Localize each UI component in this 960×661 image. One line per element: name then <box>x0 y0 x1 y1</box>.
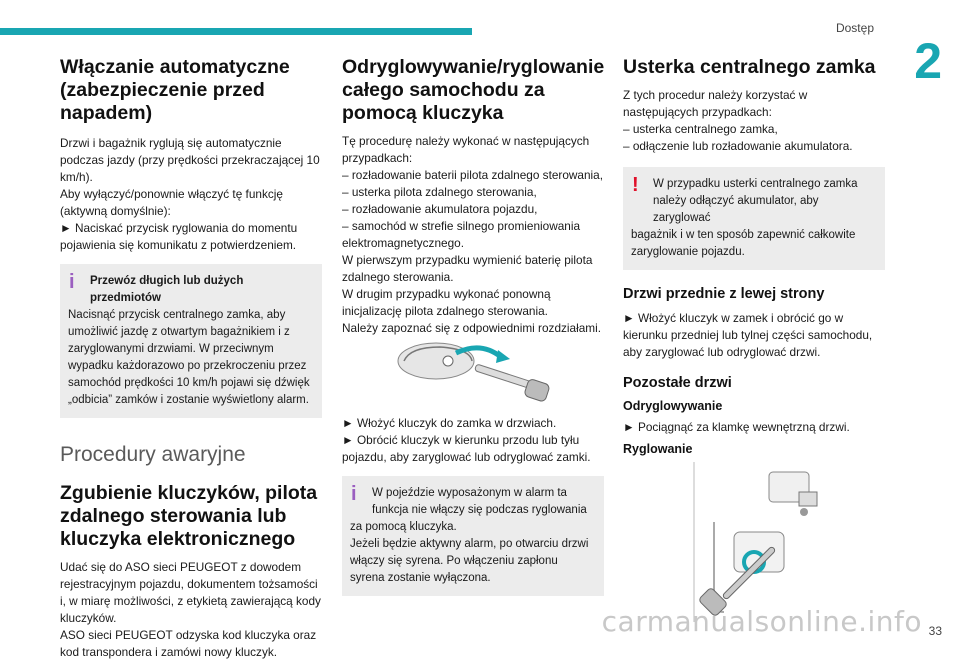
text-auto-locking: Drzwi i bagażnik ryglują się automatycznie podczas jazdy (przy prędkości przekraczającej 10 km/h). Aby wyłączyć/ponownie włączyć tę funkcję (aktywną domyślnie): ► Naciskać przycisk ryglowania do momentu pojawienia się komunikatu z potwierdzeniem. <box>60 136 320 252</box>
door-lock-key-illustration <box>386 337 561 409</box>
column-middle <box>342 56 604 606</box>
page-header-title: Dostęp <box>835 21 874 35</box>
text-unlocking: ► Pociągnąć za klamkę wewnętrzną drzwi. <box>623 420 850 434</box>
heading-front-left-door: Drzwi przednie z lewej strony <box>623 286 825 302</box>
text-front-left-door: ► Włożyć kluczyk w zamek i obrócić go w kierunku przedniej lub tylnej części samochodu, aby zaryglować lub odryglować drzwi. <box>623 311 873 359</box>
heading-central-lock-failure: Usterka centralnego zamka <box>623 56 876 78</box>
column-left <box>60 56 322 661</box>
heading-auto-locking: Włączanie automatyczne (zabezpieczenie przed napadem) <box>60 56 290 124</box>
note-first-line: W pojeździe wyposażonym w alarm ta funkcja nie włączy się podczas ryglowania <box>372 487 587 516</box>
chapter-number: 2 <box>914 33 942 89</box>
note-rest: za pomocą kluczyka. Jeżeli będzie aktywny alarm, po otwarciu drzwi włączy się syrena. Po włączeniu zapłonu syrena zostanie wyłączona. <box>350 521 589 584</box>
info-icon: i <box>69 271 75 293</box>
heading-lost-keys: Zgubienie kluczyków, pilota zdalnego sterowania lub kluczyka elektronicznego <box>60 482 318 550</box>
top-accent-bar <box>0 28 472 35</box>
note-title: Przewóz długich lub dużych przedmiotów <box>90 275 244 304</box>
text-key-cases: Tę procedurę należy wykonać w następujących przypadkach: – rozładowanie baterii pilota zdalnego sterowania, – usterka pilota zdalnego sterowania, – rozładowanie akumulatora pojazdu, – samochód w strefie silnego promieniowania elektromagnetycznego. W pierwszym przypadku wymienić baterię pilota zdalnego sterowania. W drugim przypadku wykonać ponowną inicjalizację pilota zdalnego sterowania. Należy zapoznać się z odpowiednimi rozdziałami. <box>342 134 604 335</box>
warning-note-battery <box>623 167 885 270</box>
warning-exclamation-icon: ! <box>632 174 639 196</box>
column-right <box>623 56 885 622</box>
watermark: carmanualsonline.info <box>601 605 922 638</box>
info-note-alarm <box>342 476 604 596</box>
page-number: 33 <box>928 624 942 638</box>
heading-unlocking: Odryglowywanie <box>623 399 723 413</box>
note-first-line: W przypadku usterki centralnego zamka należy odłączyć akumulator, aby zaryglować <box>653 178 858 224</box>
info-note-long-objects <box>60 264 322 418</box>
heading-key-locking: Odryglowywanie/ryglowanie całego samochodu za pomocą kluczyka <box>342 56 605 124</box>
note-text: Nacisnąć przycisk centralnego zamka, aby umożliwić jazdę z otwartym bagażnikiem i z zaryglowanymi drzwiami. W przeciwnym wypadku każdorazowo po przekroczeniu przez samochód prędkości 10 km/h pojawi się dźwięk „odbicia” zamków i zostanie wyświetlony alarm. <box>68 309 310 406</box>
door-latch-key-illustration <box>674 462 834 622</box>
text-key-instructions: ► Włożyć kluczyk do zamka w drzwiach. ► Obrócić kluczyk w kierunku przodu lub tyłu pojazdu, aby zaryglować lub odryglować zamki. <box>342 416 591 464</box>
info-icon: i <box>351 483 357 505</box>
heading-other-doors: Pozostałe drzwi <box>623 375 732 391</box>
text-lost-keys: Udać się do ASO sieci PEUGEOT z dowodem rejestracyjnym pojazdu, dokumentem tożsamości i, w miarę możliwości, z etykietą zawierającą kody kluczyków. ASO sieci PEUGEOT odzyska kod kluczyka oraz kod transpondera i zamówi nowy kluczyk. <box>60 560 321 659</box>
note-rest: bagażnik i w ten sposób zapewnić całkowite zaryglowanie pojazdu. <box>631 229 856 258</box>
heading-locking: Ryglowanie <box>623 442 693 456</box>
text-failure-cases: Z tych procedur należy korzystać w następujących przypadkach: – usterka centralnego zamka, – odłączenie lub rozładowanie akumulatora. <box>623 88 853 153</box>
section-heading-emergency: Procedury awaryjne <box>60 443 246 466</box>
